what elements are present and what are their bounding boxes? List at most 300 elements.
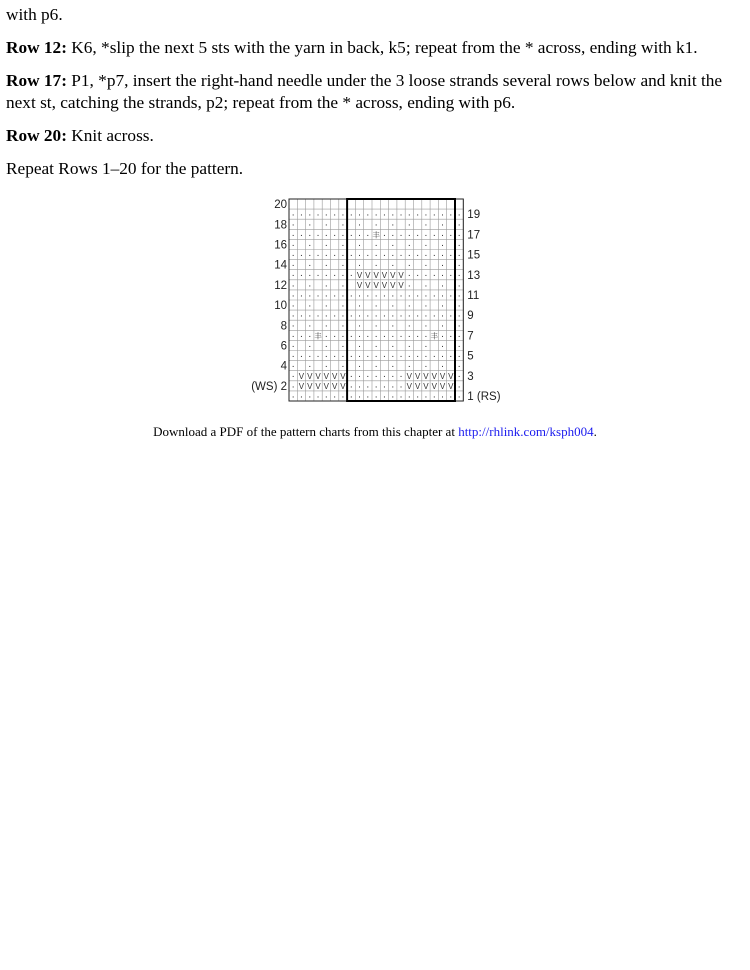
purl-dot-symbol: · (432, 229, 436, 241)
purl-dot-symbol: · (374, 361, 378, 373)
purl-dot-symbol: · (407, 280, 412, 292)
purl-dot-symbol: · (291, 340, 295, 352)
purl-dot-symbol: · (424, 300, 428, 312)
row-label: Row 17: (6, 71, 67, 90)
purl-dot-symbol: · (291, 300, 295, 312)
purl-dot-symbol: · (382, 290, 387, 302)
purl-dot-symbol: · (366, 391, 370, 403)
slip-stitch-symbol: V (431, 371, 437, 381)
purl-dot-symbol: · (457, 340, 461, 352)
purl-dot-symbol: · (415, 270, 420, 282)
purl-dot-symbol: · (299, 249, 304, 261)
purl-dot-symbol: · (366, 229, 370, 241)
purl-dot-symbol: · (415, 391, 420, 403)
paragraph-text: Knit across. (66, 126, 154, 145)
purl-dot-symbol: · (424, 290, 428, 302)
purl-dot-symbol: · (291, 371, 295, 383)
purl-dot-symbol: · (407, 361, 412, 373)
slip-stitch-symbol: V (398, 270, 404, 280)
purl-dot-symbol: · (457, 270, 461, 282)
purl-dot-symbol: · (332, 229, 337, 241)
purl-dot-symbol: · (382, 330, 387, 342)
purl-dot-symbol: · (391, 350, 395, 362)
purl-dot-symbol: · (341, 239, 345, 251)
purl-dot-symbol: · (399, 381, 403, 393)
purl-dot-symbol: · (291, 239, 295, 251)
purl-dot-symbol: · (357, 300, 362, 312)
row-label: Row 20: (6, 126, 67, 145)
row-number-label-right: 15 (467, 249, 481, 262)
purl-dot-symbol: · (324, 330, 329, 342)
purl-dot-symbol: · (324, 310, 329, 322)
row-number-label-right: 19 (467, 209, 481, 222)
purl-dot-symbol: · (391, 249, 395, 261)
purl-dot-symbol: · (299, 290, 304, 302)
purl-dot-symbol: · (407, 320, 412, 332)
purl-dot-symbol: · (391, 300, 395, 312)
purl-dot-symbol: · (316, 229, 320, 241)
purl-dot-symbol: · (382, 391, 387, 403)
purl-dot-symbol: · (432, 290, 436, 302)
purl-dot-symbol: · (308, 340, 312, 352)
purl-dot-symbol: · (415, 330, 420, 342)
purl-dot-symbol: · (349, 290, 353, 302)
purl-dot-symbol: · (382, 209, 387, 221)
purl-dot-symbol: · (374, 310, 378, 322)
row-number-label-left: (WS) 2 (251, 380, 287, 393)
purl-dot-symbol: · (407, 340, 412, 352)
purl-dot-symbol: · (457, 350, 461, 362)
purl-dot-symbol: · (308, 391, 312, 403)
purl-dot-symbol: · (308, 330, 312, 342)
slip-stitch-symbol: V (307, 381, 313, 391)
purl-dot-symbol: · (457, 260, 461, 272)
slip-stitch-symbol: V (381, 270, 388, 280)
purl-dot-symbol: · (449, 330, 453, 342)
purl-dot-symbol: · (291, 330, 295, 342)
purl-dot-symbol: · (366, 249, 370, 261)
purl-dot-symbol: · (357, 310, 362, 322)
purl-dot-symbol: · (357, 239, 362, 251)
purl-dot-symbol: · (391, 340, 395, 352)
purl-dot-symbol: · (432, 270, 436, 282)
knitting-chart-svg (0, 195, 750, 415)
row-number-label-right: 5 (467, 350, 474, 363)
knitting-chart (0, 195, 750, 415)
purl-dot-symbol: · (324, 270, 329, 282)
purl-dot-symbol: · (440, 330, 445, 342)
row-number-label-right: 3 (467, 370, 474, 383)
purl-dot-symbol: · (366, 310, 370, 322)
purl-dot-symbol: · (457, 381, 461, 393)
caption-text: Download a PDF of the pattern charts from this chapter at (153, 424, 459, 439)
purl-dot-symbol: · (324, 391, 329, 403)
purl-dot-symbol: · (424, 350, 428, 362)
paragraph-repeat (6, 158, 744, 180)
purl-dot-symbol: · (308, 361, 312, 373)
purl-dot-symbol: · (440, 361, 445, 373)
purl-dot-symbol: · (291, 219, 295, 231)
purl-dot-symbol: · (440, 300, 445, 312)
purl-dot-symbol: · (291, 260, 295, 272)
gather-stitch-symbol: 丰 (430, 331, 438, 341)
purl-dot-symbol: · (399, 391, 403, 403)
row-number-label-left: 4 (280, 360, 287, 373)
purl-dot-symbol: · (440, 229, 445, 241)
purl-dot-symbol: · (457, 320, 461, 332)
purl-dot-symbol: · (341, 330, 345, 342)
purl-dot-symbol: · (424, 280, 428, 292)
slip-stitch-symbol: V (307, 371, 313, 381)
purl-dot-symbol: · (457, 330, 461, 342)
purl-dot-symbol: · (366, 371, 370, 383)
purl-dot-symbol: · (349, 381, 353, 393)
purl-dot-symbol: · (432, 249, 436, 261)
purl-dot-symbol: · (324, 290, 329, 302)
purl-dot-symbol: · (449, 290, 453, 302)
purl-dot-symbol: · (308, 260, 312, 272)
purl-dot-symbol: · (366, 290, 370, 302)
purl-dot-symbol: · (316, 249, 320, 261)
row-number-label-left: 12 (274, 279, 287, 292)
slip-stitch-symbol: V (439, 381, 446, 391)
purl-dot-symbol: · (291, 361, 295, 373)
purl-dot-symbol: · (391, 310, 395, 322)
purl-dot-symbol: · (457, 219, 461, 231)
purl-dot-symbol: · (457, 310, 461, 322)
purl-dot-symbol: · (366, 381, 370, 393)
purl-dot-symbol: · (374, 219, 378, 231)
purl-dot-symbol: · (415, 350, 420, 362)
purl-dot-symbol: · (291, 280, 295, 292)
purl-dot-symbol: · (391, 219, 395, 231)
purl-dot-symbol: · (424, 209, 428, 221)
purl-dot-symbol: · (291, 209, 295, 221)
slip-stitch-symbol: V (298, 381, 305, 391)
purl-dot-symbol: · (415, 290, 420, 302)
purl-dot-symbol: · (391, 381, 395, 393)
slip-stitch-symbol: V (356, 270, 363, 280)
purl-dot-symbol: · (374, 239, 378, 251)
row-number-label-right: 17 (467, 229, 481, 242)
purl-dot-symbol: · (382, 229, 387, 241)
purl-dot-symbol: · (357, 391, 362, 403)
purl-dot-symbol: · (457, 249, 461, 261)
purl-dot-symbol: · (407, 310, 412, 322)
purl-dot-symbol: · (299, 270, 304, 282)
purl-dot-symbol: · (424, 249, 428, 261)
purl-dot-symbol: · (440, 280, 445, 292)
purl-dot-symbol: · (399, 371, 403, 383)
purl-dot-symbol: · (457, 229, 461, 241)
purl-dot-symbol: · (399, 310, 403, 322)
slip-stitch-symbol: V (365, 270, 371, 280)
purl-dot-symbol: · (374, 381, 378, 393)
purl-dot-symbol: · (332, 270, 337, 282)
purl-dot-symbol: · (349, 371, 353, 383)
purl-dot-symbol: · (291, 310, 295, 322)
purl-dot-symbol: · (316, 391, 320, 403)
purl-dot-symbol: · (308, 270, 312, 282)
purl-dot-symbol: · (440, 310, 445, 322)
purl-dot-symbol: · (332, 209, 337, 221)
slip-stitch-symbol: V (298, 371, 305, 381)
purl-dot-symbol: · (382, 310, 387, 322)
purl-dot-symbol: · (424, 270, 428, 282)
row-number-label-left: 14 (274, 259, 287, 272)
caption-suffix: . (593, 424, 597, 439)
purl-dot-symbol: · (449, 249, 453, 261)
purl-dot-symbol: · (407, 391, 412, 403)
purl-dot-symbol: · (449, 350, 453, 362)
purl-dot-symbol: · (308, 350, 312, 362)
purl-dot-symbol: · (341, 320, 345, 332)
purl-dot-symbol: · (349, 270, 353, 282)
purl-dot-symbol: · (440, 239, 445, 251)
purl-dot-symbol: · (374, 260, 378, 272)
download-link[interactable]: http://rhlink.com/ksph004 (458, 424, 594, 439)
purl-dot-symbol: · (440, 260, 445, 272)
purl-dot-symbol: · (457, 280, 461, 292)
purl-dot-symbol: · (432, 391, 436, 403)
slip-stitch-symbol: V (340, 371, 346, 381)
purl-dot-symbol: · (341, 391, 345, 403)
purl-dot-symbol: · (349, 310, 353, 322)
purl-dot-symbol: · (308, 219, 312, 231)
slip-stitch-symbol: V (390, 280, 396, 290)
row-number-label-right: 11 (467, 289, 480, 302)
purl-dot-symbol: · (449, 270, 453, 282)
purl-dot-symbol: · (341, 249, 345, 261)
slip-stitch-symbol: V (423, 381, 429, 391)
slip-stitch-symbol: V (356, 280, 363, 290)
purl-dot-symbol: · (407, 330, 412, 342)
purl-dot-symbol: · (332, 391, 337, 403)
purl-dot-symbol: · (308, 290, 312, 302)
purl-dot-symbol: · (391, 209, 395, 221)
purl-dot-symbol: · (432, 209, 436, 221)
row-number-label-left: 6 (280, 340, 287, 353)
row-number-label-right: 1 (RS) (467, 390, 501, 403)
slip-stitch-symbol: V (315, 371, 321, 381)
purl-dot-symbol: · (308, 300, 312, 312)
slip-stitch-symbol: V (439, 371, 446, 381)
purl-dot-symbol: · (357, 290, 362, 302)
purl-dot-symbol: · (457, 371, 461, 383)
purl-dot-symbol: · (299, 310, 304, 322)
purl-dot-symbol: · (341, 300, 345, 312)
purl-dot-symbol: · (391, 229, 395, 241)
purl-dot-symbol: · (440, 340, 445, 352)
purl-dot-symbol: · (399, 229, 403, 241)
purl-dot-symbol: · (440, 249, 445, 261)
purl-dot-symbol: · (391, 371, 395, 383)
row-number-label-right: 9 (467, 310, 474, 323)
purl-dot-symbol: · (349, 209, 353, 221)
purl-dot-symbol: · (349, 249, 353, 261)
slip-stitch-symbol: V (423, 371, 429, 381)
purl-dot-symbol: · (299, 391, 304, 403)
purl-dot-symbol: · (407, 300, 412, 312)
purl-dot-symbol: · (357, 219, 362, 231)
purl-dot-symbol: · (291, 270, 295, 282)
purl-dot-symbol: · (374, 290, 378, 302)
purl-dot-symbol: · (341, 290, 345, 302)
purl-dot-symbol: · (341, 270, 345, 282)
slip-stitch-symbol: V (448, 381, 454, 391)
purl-dot-symbol: · (324, 350, 329, 362)
purl-dot-symbol: · (299, 229, 304, 241)
purl-dot-symbol: · (316, 310, 320, 322)
purl-dot-symbol: · (407, 229, 412, 241)
purl-dot-symbol: · (457, 290, 461, 302)
purl-dot-symbol: · (399, 249, 403, 261)
purl-dot-symbol: · (324, 340, 329, 352)
slip-stitch-symbol: V (340, 381, 346, 391)
purl-dot-symbol: · (374, 340, 378, 352)
purl-dot-symbol: · (299, 209, 304, 221)
slip-stitch-symbol: V (431, 381, 437, 391)
purl-dot-symbol: · (332, 350, 337, 362)
purl-dot-symbol: · (391, 260, 395, 272)
purl-dot-symbol: · (349, 350, 353, 362)
purl-dot-symbol: · (424, 219, 428, 231)
purl-dot-symbol: · (308, 310, 312, 322)
purl-dot-symbol: · (399, 330, 403, 342)
purl-dot-symbol: · (299, 350, 304, 362)
purl-dot-symbol: · (391, 239, 395, 251)
purl-dot-symbol: · (424, 340, 428, 352)
slip-stitch-symbol: V (331, 381, 338, 391)
purl-dot-symbol: · (357, 340, 362, 352)
paragraph-row-20 (6, 125, 744, 147)
purl-dot-symbol: · (332, 249, 337, 261)
purl-dot-symbol: · (308, 320, 312, 332)
slip-stitch-symbol: V (390, 270, 396, 280)
purl-dot-symbol: · (357, 371, 362, 383)
purl-dot-symbol: · (407, 290, 412, 302)
purl-dot-symbol: · (316, 350, 320, 362)
purl-dot-symbol: · (407, 270, 412, 282)
purl-dot-symbol: · (357, 330, 362, 342)
purl-dot-symbol: · (341, 219, 345, 231)
slip-stitch-symbol: V (331, 371, 338, 381)
purl-dot-symbol: · (449, 391, 453, 403)
purl-dot-symbol: · (308, 249, 312, 261)
purl-dot-symbol: · (291, 381, 295, 393)
purl-dot-symbol: · (366, 330, 370, 342)
purl-dot-symbol: · (424, 260, 428, 272)
purl-dot-symbol: · (357, 249, 362, 261)
row-label: Row 12: (6, 38, 67, 57)
purl-dot-symbol: · (349, 229, 353, 241)
purl-dot-symbol: · (399, 290, 403, 302)
purl-dot-symbol: · (391, 361, 395, 373)
purl-dot-symbol: · (424, 330, 428, 342)
purl-dot-symbol: · (415, 249, 420, 261)
paragraph-row-12 (6, 37, 744, 59)
purl-dot-symbol: · (341, 280, 345, 292)
slip-stitch-symbol: V (323, 371, 330, 381)
purl-dot-symbol: · (324, 249, 329, 261)
purl-dot-symbol: · (366, 209, 370, 221)
purl-dot-symbol: · (341, 260, 345, 272)
purl-dot-symbol: · (424, 391, 428, 403)
row-number-label-right: 7 (467, 330, 474, 343)
purl-dot-symbol: · (374, 300, 378, 312)
purl-dot-symbol: · (374, 320, 378, 332)
purl-dot-symbol: · (440, 391, 445, 403)
purl-dot-symbol: · (308, 239, 312, 251)
purl-dot-symbol: · (374, 209, 378, 221)
purl-dot-symbol: · (324, 239, 329, 251)
row-number-label-left: 20 (274, 199, 287, 212)
purl-dot-symbol: · (440, 350, 445, 362)
row-number-label-left: 18 (274, 219, 287, 232)
paragraph-text: with p6. (6, 5, 63, 24)
purl-dot-symbol: · (341, 340, 345, 352)
slip-stitch-symbol: V (373, 280, 379, 290)
purl-dot-symbol: · (399, 350, 403, 362)
purl-dot-symbol: · (399, 209, 403, 221)
purl-dot-symbol: · (382, 350, 387, 362)
purl-dot-symbol: · (308, 280, 312, 292)
gather-stitch-symbol: 丰 (314, 331, 322, 341)
purl-dot-symbol: · (357, 320, 362, 332)
purl-dot-symbol: · (332, 310, 337, 322)
purl-dot-symbol: · (349, 391, 353, 403)
purl-dot-symbol: · (424, 310, 428, 322)
purl-dot-symbol: · (440, 209, 445, 221)
purl-dot-symbol: · (324, 320, 329, 332)
purl-dot-symbol: · (374, 249, 378, 261)
purl-dot-symbol: · (382, 381, 387, 393)
purl-dot-symbol: · (291, 350, 295, 362)
row-number-label-left: 10 (274, 300, 287, 313)
purl-dot-symbol: · (357, 350, 362, 362)
purl-dot-symbol: · (316, 290, 320, 302)
purl-dot-symbol: · (374, 371, 378, 383)
purl-dot-symbol: · (308, 229, 312, 241)
purl-dot-symbol: · (374, 330, 378, 342)
purl-dot-symbol: · (440, 270, 445, 282)
purl-dot-symbol: · (391, 320, 395, 332)
purl-dot-symbol: · (457, 391, 461, 403)
purl-dot-symbol: · (432, 350, 436, 362)
purl-dot-symbol: · (357, 209, 362, 221)
purl-dot-symbol: · (332, 330, 337, 342)
purl-dot-symbol: · (341, 350, 345, 362)
purl-dot-symbol: · (424, 239, 428, 251)
purl-dot-symbol: · (324, 219, 329, 231)
slip-stitch-symbol: V (448, 371, 454, 381)
purl-dot-symbol: · (299, 330, 304, 342)
purl-dot-symbol: · (374, 350, 378, 362)
purl-dot-symbol: · (407, 350, 412, 362)
purl-dot-symbol: · (366, 350, 370, 362)
purl-dot-symbol: · (324, 229, 329, 241)
purl-dot-symbol: · (291, 391, 295, 403)
purl-dot-symbol: · (440, 290, 445, 302)
paragraph-text: Repeat Rows 1–20 for the pattern. (6, 159, 244, 178)
slip-stitch-symbol: V (406, 371, 413, 381)
purl-dot-symbol: · (440, 320, 445, 332)
purl-dot-symbol: · (291, 320, 295, 332)
row-number-label-right: 13 (467, 269, 481, 282)
purl-dot-symbol: · (457, 361, 461, 373)
paragraph-text: K6, *slip the next 5 sts with the yarn in back, k5; repeat from the * across, ending with k1. (66, 38, 698, 57)
page-content (6, 0, 744, 180)
